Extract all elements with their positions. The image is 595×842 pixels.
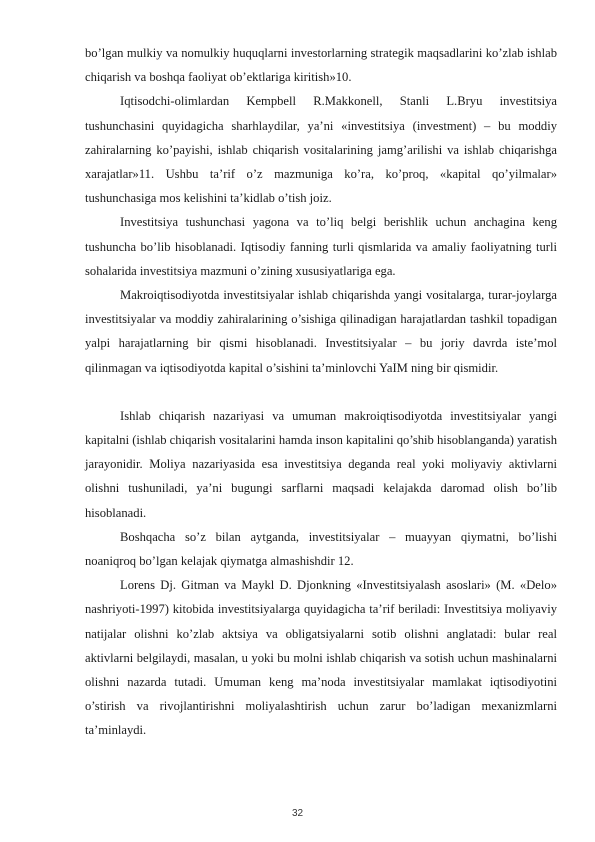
- paragraph-investment-concept: Investitsiya tushunchasi yagona va to’liq belgi berishlik uchun anchagina keng tushuncha bo’lib hisoblanadi. Iqtisodiy fanning turli qismlarida va amaliy faoliyatning turli sohalarida investitsiya mazmuni o’zining xususiyatlariga ega.: [85, 215, 557, 278]
- paragraph-production-theory: Ishlab chiqarish nazariyasi va umuman makroiqtisodiyotda investitsiyalar yangi kapitalni (ishlab chiqarish vositalarini hamda inson kapitalini qo’shib hisoblanganda) yaratish jarayonidir. Moliya nazariyasida esa investitsiya deganda real yoki moliyaviy aktivlarni olishni tushuniladi, ya’ni bugungi sarflarni maqsadi kelajakda daromad olish bo’lib hisoblanadi.: [85, 408, 557, 520]
- paragraph-macroeconomics: Makroiqtisodiyotda investitsiyalar ishlab chiqarishda yangi vositalarga, turar-joylarga investitsiyalar va moddiy zahiralarining o’sishiga qilinadigan harajatlardan tashkil topadigan yalpi harajatlarning bir qismi hisoblanadi. Investitsiyalar – bu joriy davrda iste’mol qilinmagan va iqtisodiyotda kapital o’sishini ta’minlovchi YaIM ning bir qismidir.: [85, 288, 557, 375]
- paragraph-continuation: bo’lgan mulkiy va nomulkiy huquqlarni investorlarning strategik maqsadlarini ko’zlab ishlab chiqarish va boshqa faoliyat ob’ektlariga kiritish»10.: [85, 46, 557, 85]
- page-number: 32: [291, 808, 304, 819]
- paragraph-gap: [85, 380, 557, 404]
- paragraph-other-words: Boshqacha so’z bilan aytganda, investitsiyalar – muayyan qiymatni, bo’lishi noaniqroq bo’lgan kelajak qiymatga almashishdir 12.: [85, 529, 557, 569]
- paragraph-definition-mcconnell: Iqtisodchi-olimlardan Kempbell R.Makkonell, Stanli L.Bryu investitsiya tushunchasini quyidagicha sharhlaydilar, ya’ni «investitsiya (investment) – bu moddiy zahiralarning ko’payishi, ishlab chiqarish vositalarining jamg’arilishi va ishlab chiqarishga xarajatlar»11. Ushbu ta’rif o’z mazmuniga ko’ra, ko’proq, «kapital qo’yilmalar» tushunchasiga mos kelishini ta’kidlab o’tish joiz.: [85, 94, 557, 206]
- document-page: [85, 41, 557, 743]
- paragraph-gitman-definition: Lorens Dj. Gitman va Maykl D. Djonkning «Investitsiyalash asoslari» (M. «Delo» nashriyoti-1997) kitobida investitsiyalarga quyidagicha ta’rif beriladi: Investitsiya moliyaviy natijalar olishni ko’zlab aktsiya va obligatsiyalarni sotib olishni anglatadi: bular real aktivlarni belgilaydi, masalan, u yoki bu molni ishlab chiqarish va sotish uchun mashinalarni olishni nazarda tutadi. Umuman keng ma’noda investitsiyalar mamlakat iqtisodiyotini o’stirish va rivojlantirishni moliyalashtirish uchun zarur bo’ladigan mexanizmlarni ta’minlaydi.: [85, 578, 557, 738]
